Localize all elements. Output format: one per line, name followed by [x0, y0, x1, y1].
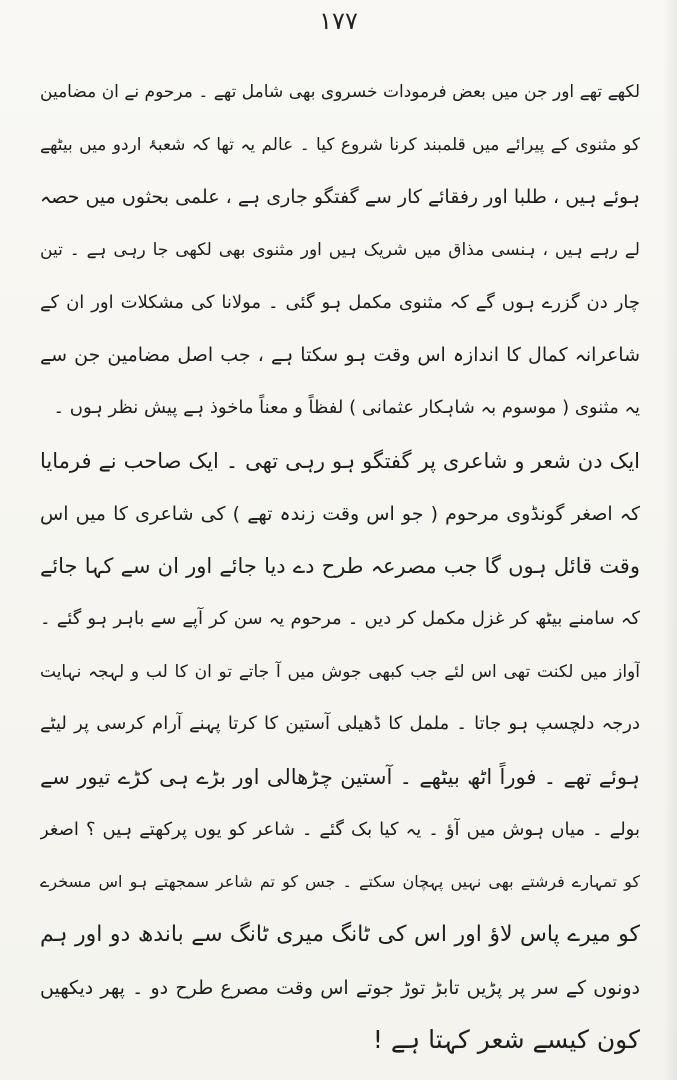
text-line: کو تمہارے فرشتے بھی نہیں پہچان سکتے ۔ جس کو تم شاعر سمجھتے ہو اس مسخرے	[40, 872, 640, 892]
text-line: لے رہے ہیں ، ہنسی مذاق میں شریک ہیں اور مثنوی بھی لکھی جا رہی ہے ۔ تین	[40, 240, 640, 261]
text-line: کو مثنوی کے پیرائے میں قلمبند کرنا شروع کیا ۔ عالم یہ تھا کہ شعبۂ اردو میں بیٹھے	[40, 134, 640, 155]
text-line: بولے ۔ میاں ہوش میں آؤ ۔ یہ کیا بک گئے ۔ شاعر کو یوں پرکھتے ہیں ؟ اصغر	[40, 818, 640, 840]
text-line: ایک دن شعر و شاعری پر گفتگو ہو رہی تھی ۔ ایک صاحب نے فرمایا	[40, 448, 640, 473]
text-line: کون کیسے شعر کہتا ہے !	[372, 1025, 640, 1055]
text-line: کہ سامنے بیٹھ کر غزل مکمل کر دیں ۔ مرحوم یہ سن کر آپے سے باہر ہو گئے ۔	[40, 607, 640, 629]
text-line: وقت قائل ہوں گا جب مصرعہ طرح دے دیا جائے اور ان سے کہا جائے	[40, 554, 640, 579]
text-line: درجہ دلچسپ ہو جاتا ۔ ململ کا ڈھیلی آستین کا کرتا پہنے آرام کرسی پر لیٹے	[40, 713, 640, 735]
text-line: ہوئے تھے ۔ فوراً اٹھ بیٹھے ۔ آستین چڑھالی اور بڑے ہی کڑے تیور سے	[40, 764, 640, 789]
text-line: چار دن گزرے ہوں گے کہ مثنوی مکمل ہو گئی ۔ مولانا کی مشکلات اور ان کے	[40, 291, 640, 313]
text-line: یہ مثنوی ( موسوم بہ شاہکار عثمانی ) لفظاً و معناً ماخوذ ہے پیش نظر ہوں ۔	[53, 397, 640, 419]
page-number: ۱۷۷	[319, 7, 358, 35]
page-edge-shadow	[663, 0, 677, 1080]
text-line: شاعرانہ کمال کا اندازہ اس وقت ہو سکتا ہے ، جب اصل مضامین جن سے	[40, 344, 640, 367]
text-line: دونوں کے سر پر پڑیں تابڑ توڑ جوتے اس وقت مصرع طرح دو ۔ پھر دیکھیں	[40, 976, 640, 999]
text-line: کو میرے پاس لاؤ اور اس کی ٹانگ میری ٹانگ سے باندھ دو اور ہم	[40, 922, 640, 947]
text-line: کہ اصغر گونڈوی مرحوم ( جو اس وقت زندہ تھے ) کی شاعری کا میں اس	[40, 502, 640, 525]
body-text	[40, 66, 640, 1067]
text-line: ہوئے ہیں ، طلبا اور رفقائے کار سے گفتگو جاری ہے ، علمی بحثوں میں حصہ	[40, 186, 640, 209]
text-line: آواز میں لکنت تھی اس لئے جب کبھی جوش میں آ جاتے تو ان کا لب و لہجہ نہایت	[40, 661, 640, 682]
text-line: لکھے تھے اور جن میں بعض فرمودات خسروی بھی شامل تھے ۔ مرحوم نے ان مضامین	[40, 82, 640, 102]
